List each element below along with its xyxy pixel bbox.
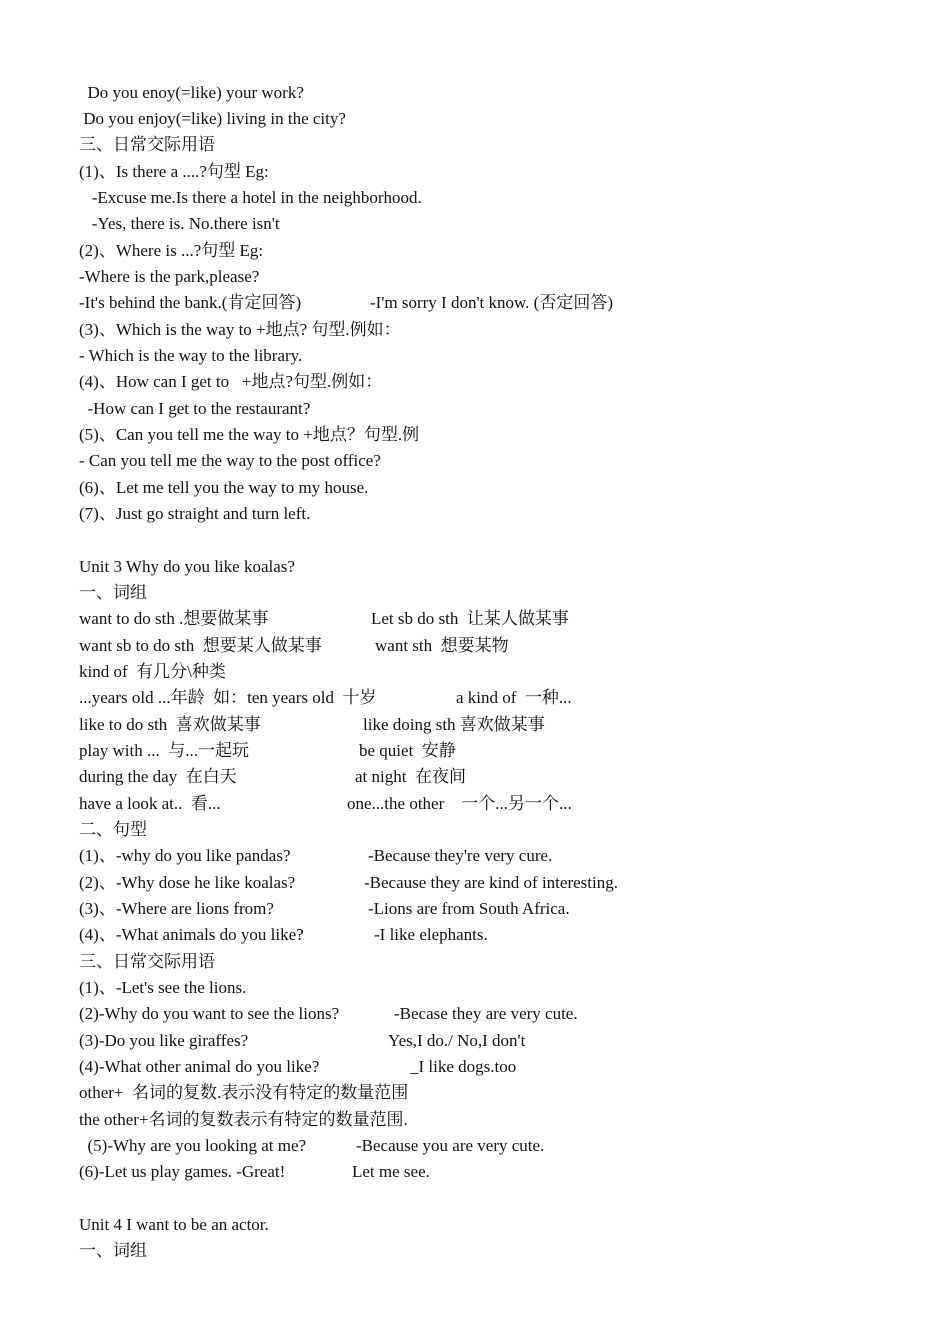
- line-text-col2: -Because you are very cute.: [356, 1136, 545, 1155]
- line-text: have a look at.. 看...: [79, 794, 221, 813]
- line-text: want sb to do sth 想要某人做某事: [79, 636, 322, 655]
- line-text: (1)、Is there a ....?句型 Eg:: [79, 162, 269, 181]
- line-text: other+ 名词的复数.表示没有特定的数量范围: [79, 1083, 409, 1102]
- line-text: 二、句型: [79, 820, 147, 839]
- line-text: (6)、Let me tell you the way to my house.: [79, 478, 369, 497]
- line-text-col2: one...the other 一个...另一个...: [347, 794, 572, 813]
- line-text-col2: -Becase they are very cute.: [394, 1004, 578, 1023]
- line-text-col2: _I like dogs.too: [410, 1057, 517, 1076]
- line-text: during the day 在白天: [79, 767, 237, 786]
- line-text: Do you enoy(=like) your work?: [79, 83, 304, 102]
- line-text: (2)、-Why dose he like koalas?: [79, 873, 296, 892]
- line-text: (5)、Can you tell me the way to +地点？句型.例: [79, 425, 420, 444]
- line-text: the other+名词的复数表示有特定的数量范围.: [79, 1110, 408, 1129]
- line-text: like to do sth 喜欢做某事: [79, 715, 261, 734]
- line-text-col2: want sth 想要某物: [375, 636, 509, 655]
- line-text-col2: Let me see.: [352, 1162, 430, 1181]
- line-text: (3)、Which is the way to +地点? 句型.例如：: [79, 320, 401, 339]
- line-text: 一、词组: [79, 1241, 147, 1260]
- line-text-col2: -I'm sorry I don't know. (否定回答): [370, 293, 613, 312]
- line-text: (1)、-Let's see the lions.: [79, 978, 247, 997]
- line-text: (1)、-why do you like pandas?: [79, 846, 291, 865]
- line-text: (3)、-Where are lions from?: [79, 899, 274, 918]
- line-text: (7)、Just go straight and turn left.: [79, 504, 311, 523]
- line-text: play with ... 与...一起玩: [79, 741, 249, 760]
- line-text: -Excuse me.Is there a hotel in the neighborhood.: [79, 188, 422, 207]
- line-text: -Where is the park,please?: [79, 267, 260, 286]
- line-text: 一、词组: [79, 583, 147, 602]
- line-text: (4)、-What animals do you like?: [79, 925, 304, 944]
- line-text-col2: Yes,I do./ No,I don't: [388, 1031, 526, 1050]
- line-text: want to do sth .想要做某事: [79, 609, 269, 628]
- line-text: ...years old ...年龄 如：ten years old 十岁: [79, 688, 377, 707]
- line-text: Unit 3 Why do you like koalas?: [79, 557, 295, 576]
- line-text-col2: be quiet 安静: [359, 741, 456, 760]
- line-text: -Yes, there is. No.there isn't: [79, 214, 280, 233]
- line-text: 三、日常交际用语: [79, 135, 215, 154]
- line-text: (2)-Why do you want to see the lions?: [79, 1004, 340, 1023]
- line-text: (4)、How can I get to +地点?句型.例如：: [79, 372, 383, 391]
- line-text-col2: at night 在夜间: [355, 767, 466, 786]
- line-text: (4)-What other animal do you like?: [79, 1057, 320, 1076]
- line-text-col2: -Because they're very cure.: [368, 846, 553, 865]
- line-text: (2)、Where is ...?句型 Eg:: [79, 241, 264, 260]
- line-text: 三、日常交际用语: [79, 952, 215, 971]
- line-text-col2: Let sb do sth 让某人做某事: [371, 609, 569, 628]
- line-text: kind of 有几分\种类: [79, 662, 226, 681]
- line-text: (5)-Why are you looking at me?: [79, 1136, 307, 1155]
- line-text: - Can you tell me the way to the post office?: [79, 451, 381, 470]
- line-text: Unit 4 I want to be an actor.: [79, 1215, 269, 1234]
- line-text: Do you enjoy(=like) living in the city?: [79, 109, 346, 128]
- line-text: -It's behind the bank.(肯定回答): [79, 293, 302, 312]
- line-text-col2: a kind of 一种...: [456, 688, 572, 707]
- line-text: - Which is the way to the library.: [79, 346, 303, 365]
- line-text-col2: like doing sth 喜欢做某事: [363, 715, 545, 734]
- line-text: (3)-Do you like giraffes?: [79, 1031, 249, 1050]
- line-text: -How can I get to the restaurant?: [79, 399, 311, 418]
- line-text-col2: -Because they are kind of interesting.: [364, 873, 618, 892]
- line-text: (6)-Let us play games. -Great!: [79, 1162, 286, 1181]
- line-text-col2: -I like elephants.: [374, 925, 488, 944]
- line-text-col2: -Lions are from South Africa.: [368, 899, 570, 918]
